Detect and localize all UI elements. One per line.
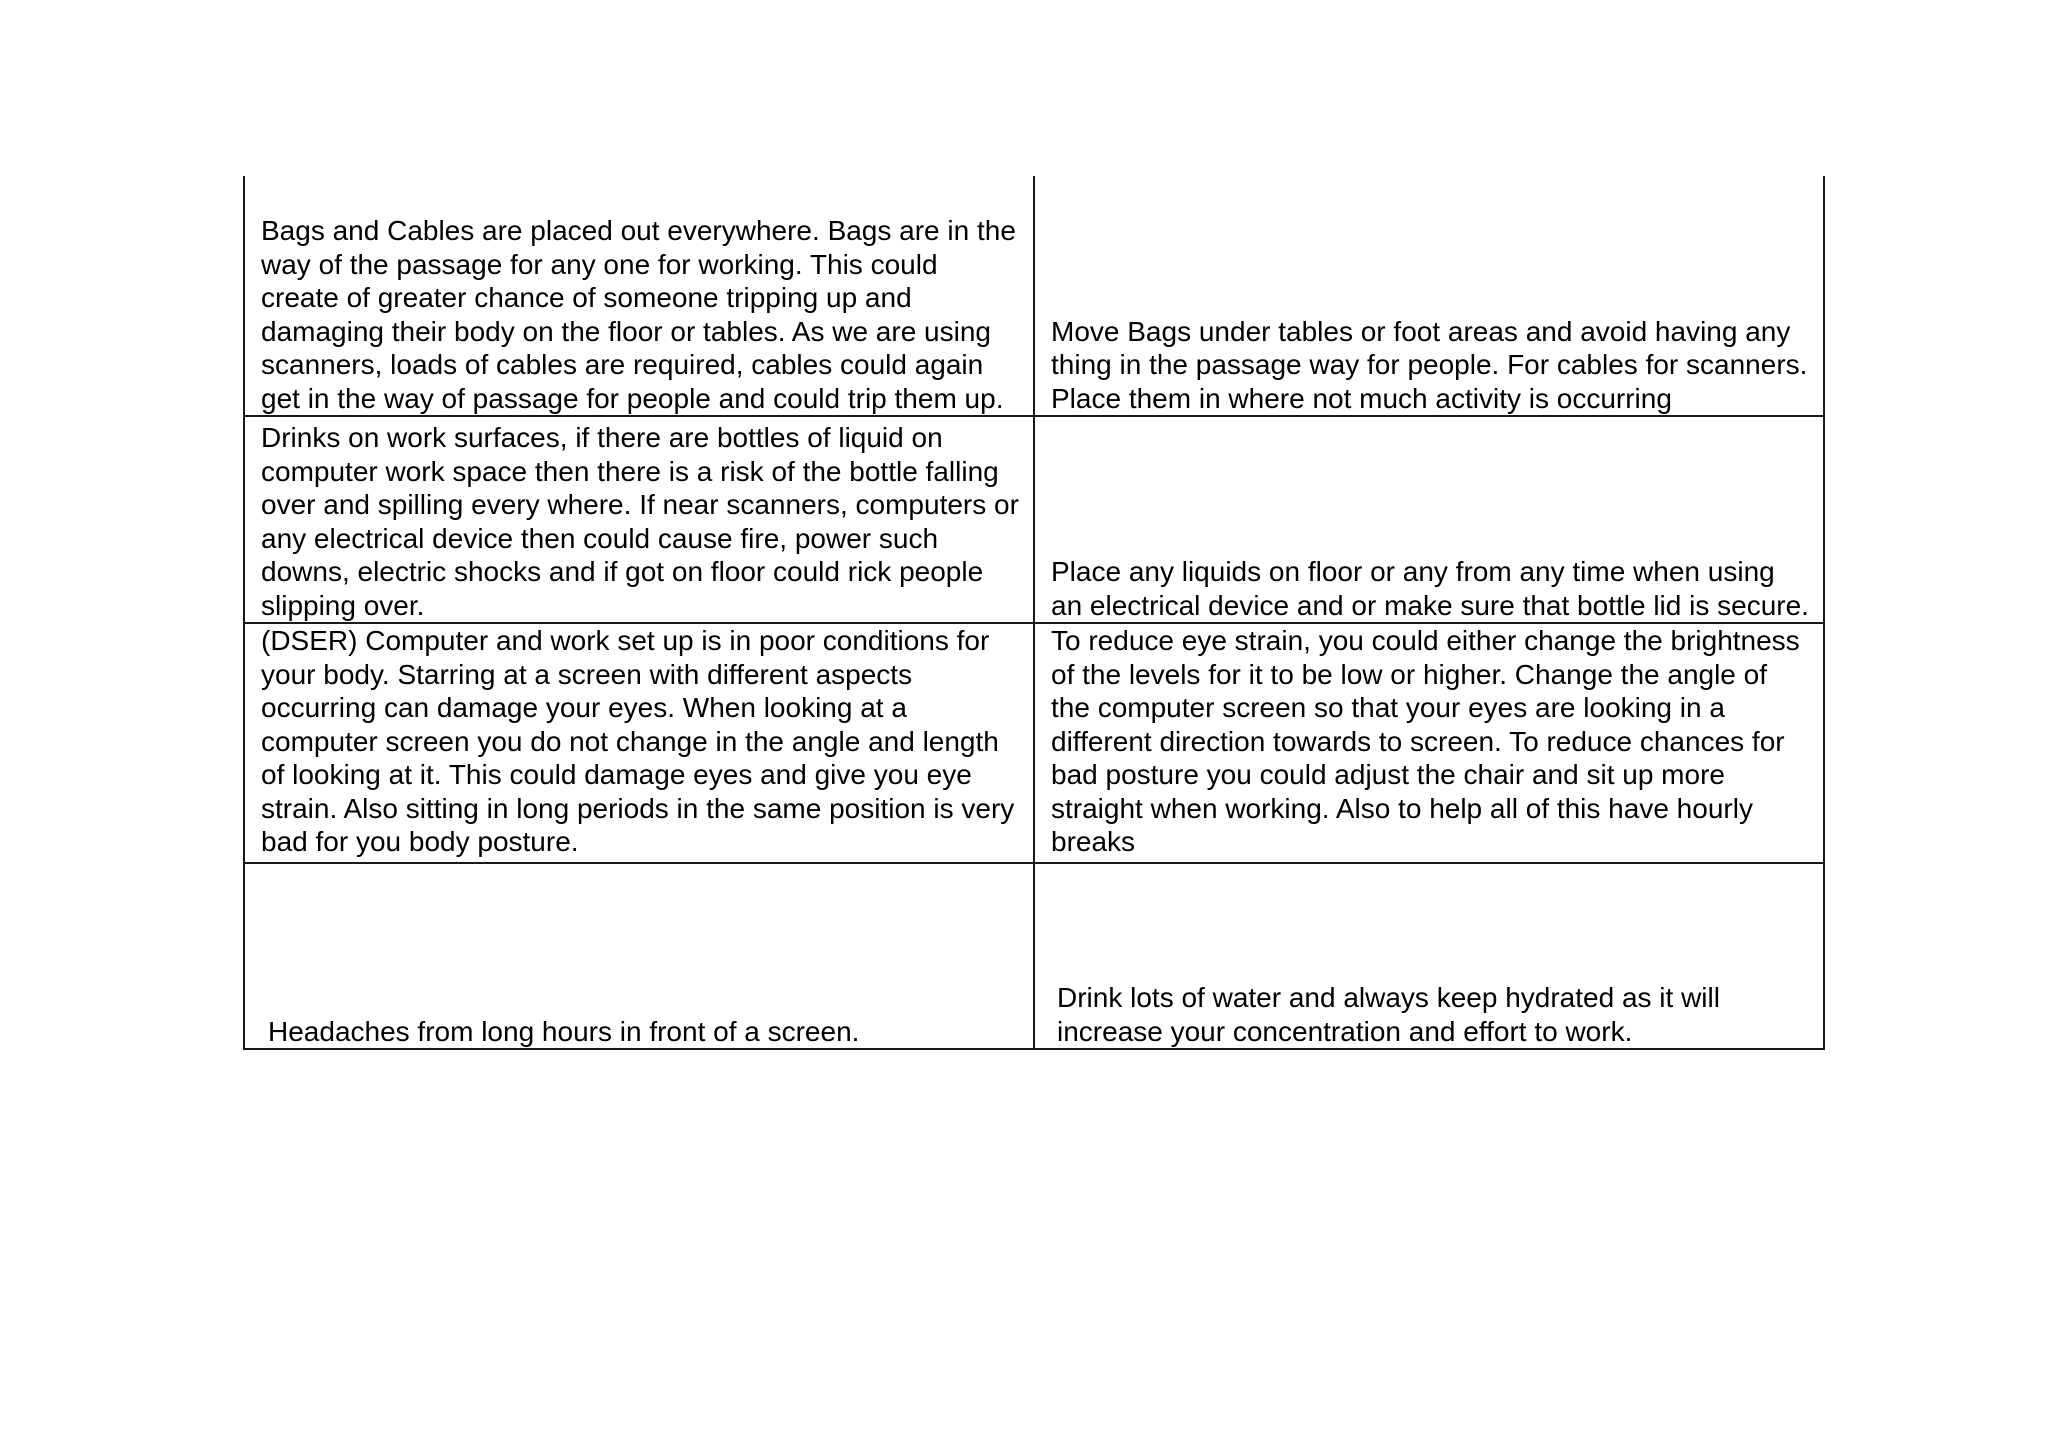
- control-cell: [1035, 417, 1823, 622]
- hazard-text: Bags and Cables are placed out everywhere. Bags are in the way of the passage for any one for working. This could create of greater chance of someone tripping up and damaging their body on the floor or tables. As we are using scanners, loads of cables are required, cables could again get in the way of passage for people and could trip them up.: [261, 215, 1016, 414]
- control-cell: [1035, 864, 1823, 1048]
- control-cell: [1035, 176, 1823, 415]
- hazard-cell: [245, 417, 1035, 622]
- table-row: [245, 864, 1823, 1050]
- hazard-text: (DSER) Computer and work set up is in poor conditions for your body. Starring at a screen with different aspects occurring can damage your eyes. When looking at a computer screen you do not change in the angle and length of looking at it. This could damage eyes and give you eye strain. Also sitting in long periods in the same position is very bad for you body posture.: [261, 625, 1015, 857]
- control-cell: [1035, 624, 1823, 862]
- hazard-text: Headaches from long hours in front of a screen.: [268, 1015, 860, 1047]
- hazard-cell: [245, 176, 1035, 415]
- table-row: [245, 417, 1823, 624]
- hazard-cell: [245, 864, 1035, 1048]
- control-text: Place any liquids on floor or any from any time when using an electrical device and or make sure that bottle lid is secure.: [1051, 556, 1809, 621]
- table-row: [245, 176, 1823, 417]
- control-text: To reduce eye strain, you could either change the brightness of the levels for it to be low or higher. Change the angle of the computer screen so that your eyes are looking in a different direction towards to screen. To reduce chances for bad posture you could adjust the chair and sit up more straight when working. Also to help all of this have hourly breaks: [1051, 625, 1800, 857]
- table-row: [245, 624, 1823, 864]
- hazard-text: Drinks on work surfaces, if there are bottles of liquid on computer work space then there is a risk of the bottle falling over and spilling every where. If near scanners, computers or any electrical device then could cause fire, power such downs, electric shocks and if got on floor could rick people slipping over.: [261, 422, 1019, 621]
- control-text: Move Bags under tables or foot areas and avoid having any thing in the passage way for people. For cables for scanners. Place them in where not much activity is occurring: [1051, 315, 1808, 414]
- control-text: Drink lots of water and always keep hydrated as it will increase your concentration and effort to work.: [1057, 982, 1720, 1047]
- risk-assessment-table: [243, 176, 1825, 1050]
- hazard-cell: [245, 624, 1035, 862]
